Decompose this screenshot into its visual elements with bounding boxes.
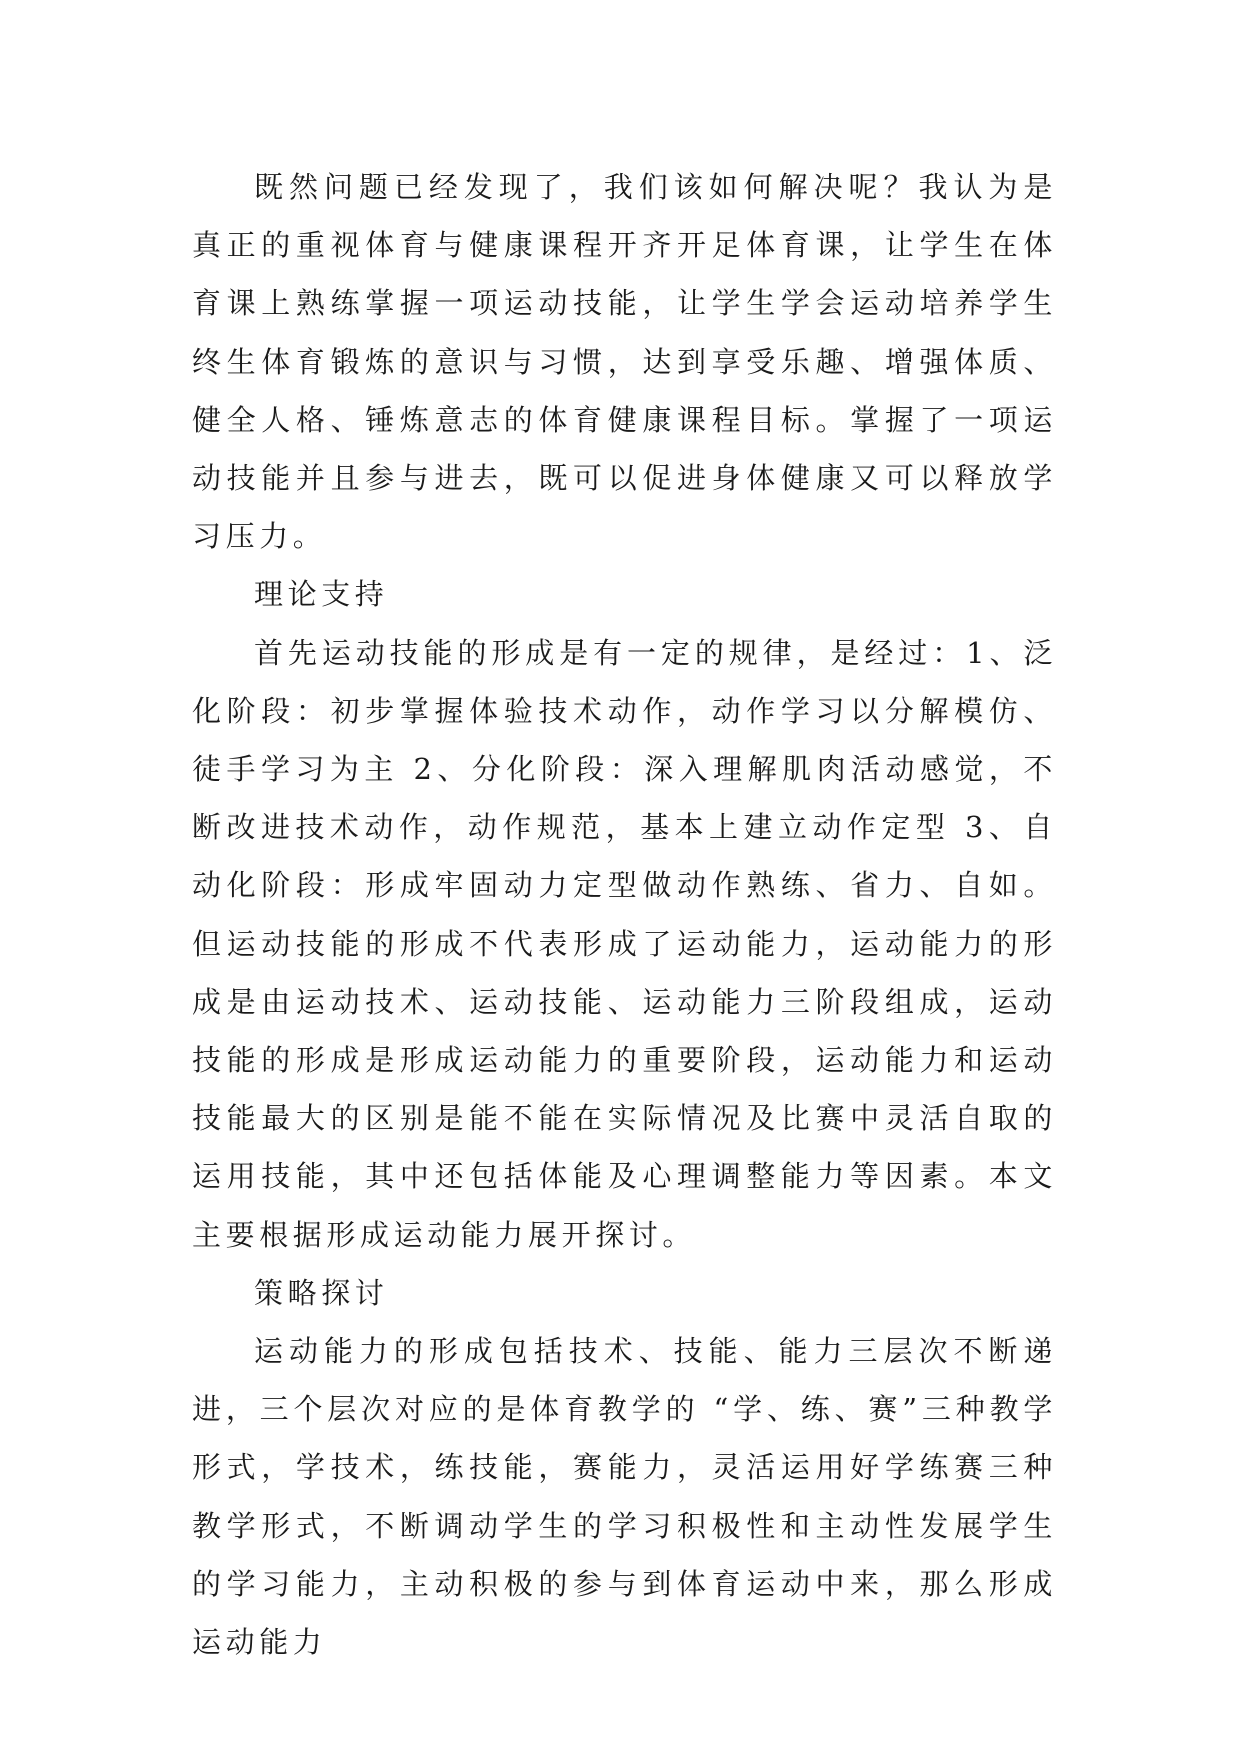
- section-heading-strategy: 策略探讨: [254, 1275, 389, 1310]
- paragraph-theory: 首先运动技能的形成是有一定的规律，是经过：1、泛化阶段：初步掌握体验技术动作，动作学习以分解模仿、徒手学习为主 2、分化阶段：深入理解肌肉活动感觉，不断改进技术动作，动作规范，基本上建立动作定型 3、自动化阶段：形成牢固动力定型做动作熟练、省力、自如。但运动技能的形成不代表形成了运动能力，运动能力的形成是由运动技术、运动技能、运动能力三阶段组成，运动技能的形成是形成运动能力的重要阶段，运动能力和运动技能最大的区别是能不能在实际情况及比赛中灵活自取的运用技能，其中还包括体能及心理调整能力等因素。本文主要根据形成运动能力展开探讨。: [192, 635, 1057, 1252]
- document-body: [192, 158, 1057, 1671]
- paragraph-strategy: 运动能力的形成包括技术、技能、能力三层次不断递进，三个层次对应的是体育教学的 “学、练、赛”三种教学形式，学技术，练技能，赛能力，灵活运用好学练赛三种教学形式，不断调动学生的学习积极性和主动性发展学生的学习能力，主动积极的参与到体育运动中来，那么形成运动能力: [192, 1334, 1057, 1660]
- section-heading-theory: 理论支持: [254, 577, 389, 612]
- paragraph-solution: 既然问题已经发现了，我们该如何解决呢？我认为是真正的重视体育与健康课程开齐开足体育课，让学生在体育课上熟练掌握一项运动技能，让学生学会运动培养学生终生体育锻炼的意识与习惯，达到享受乐趣、增强体质、健全人格、锤炼意志的体育健康课程目标。掌握了一项运动技能并且参与进去，既可以促进身体健康又可以释放学习压力。: [192, 170, 1057, 554]
